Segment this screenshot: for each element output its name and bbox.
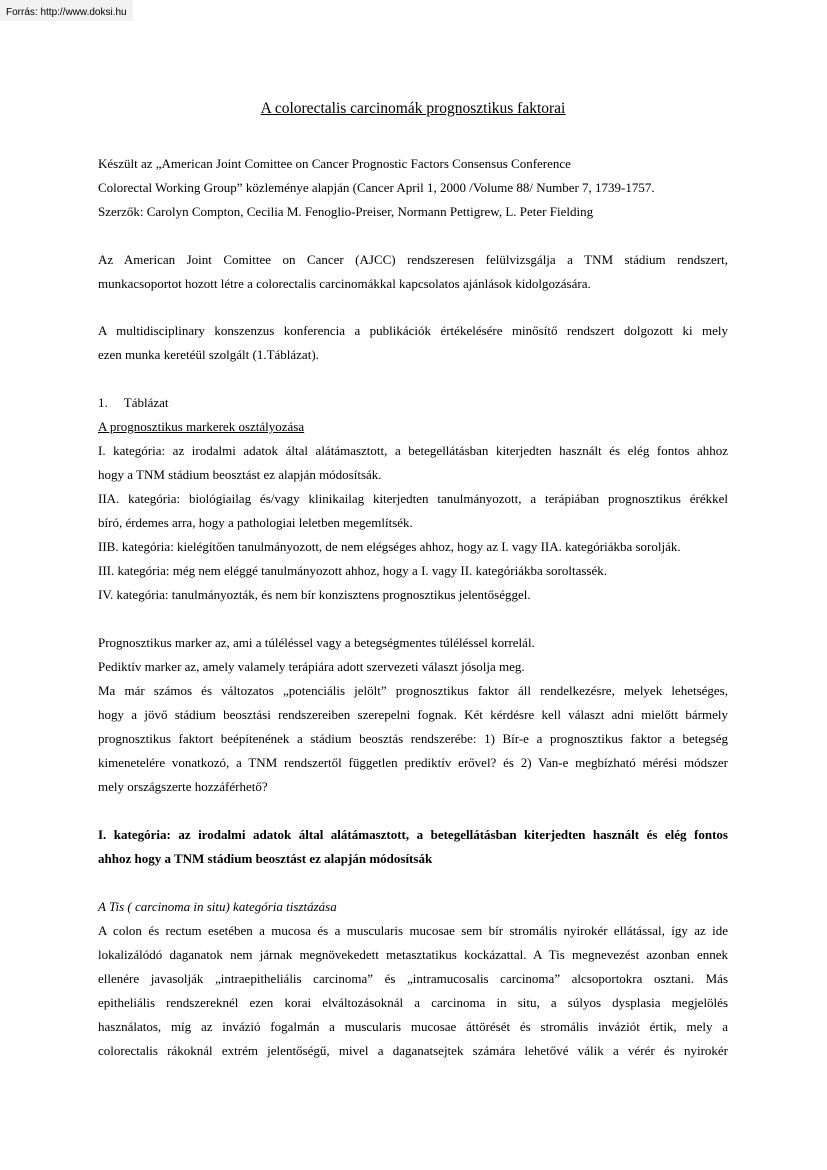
section-1-heading bbox=[98, 823, 728, 871]
intro-line: Készült az „American Joint Comittee on Cancer Prognostic Factors Consensus Conference bbox=[98, 156, 571, 171]
table-1 bbox=[98, 391, 728, 607]
multidisciplinary-paragraph bbox=[98, 319, 728, 367]
paragraph-line: munkacsoportot hozott létre a colorectalis carcinomákkal kapcsolatos ajánlások kidolgozására. bbox=[98, 276, 591, 291]
category-2a: bíró, érdemes arra, hogy a pathologiai leletben megemlítsék. bbox=[98, 515, 413, 530]
category-4: IV. kategória: tanulmányozták, és nem bír konzisztens prognosztikus jelentőséggel. bbox=[98, 587, 531, 602]
paragraph-line: kimenetelére vonatkozó, a TNM rendszertől független prediktív erővel? és 2) Van-e megbízható mérési módszer bbox=[98, 755, 728, 770]
paragraph-line: mely országszerte hozzáférhető? bbox=[98, 779, 268, 794]
tis-subheading: A Tis ( carcinoma in situ) kategória tisztázása bbox=[98, 899, 337, 914]
table-subtitle: A prognosztikus markerek osztályozása bbox=[98, 419, 305, 434]
tis-section bbox=[98, 895, 728, 1063]
category-1: I. kategória: az irodalmi adatok által alátámasztott, a betegellátásban kiterjedten használt és elég fontos ahhoz bbox=[98, 443, 728, 458]
paragraph-line: prognosztikus faktort beépítenének a stádium beosztás rendszerébe: 1) Bír-e a prognosztikus faktor a betegség bbox=[98, 731, 728, 746]
source-label: Forrás: http://www.doksi.hu bbox=[0, 0, 133, 21]
paragraph-line: A colon és rectum esetében a mucosa és a muscularis mucosae sem bír stromális nyirokér ellátással, így az ide bbox=[98, 923, 728, 938]
markers-section bbox=[98, 631, 728, 799]
paragraph-line: használatos, míg az invázió fogalmán a muscularis mucosae áttörését és stromális inváziót értik, mely a bbox=[98, 1019, 728, 1034]
table-label: Táblázat bbox=[123, 395, 169, 410]
paragraph-line: ellenére javasolják „intraepitheliális carcinoma” és „intramucosalis carcinoma” alcsoportokra osztani. Más bbox=[98, 971, 728, 986]
category-3: III. kategória: még nem eléggé tanulmányozott ahhoz, hogy a I. vagy II. kategóriákba soroltassék. bbox=[98, 563, 607, 578]
category-2b: IIB. kategória: kielégítően tanulmányozott, de nem elégséges ahhoz, hogy az I. vagy IIA. kategóriákba sorolják. bbox=[98, 539, 681, 554]
paragraph-line: Az American Joint Comittee on Cancer (AJCC) rendszeresen felülvizsgálja a TNM stádium rendszert, bbox=[98, 252, 728, 267]
paragraph-line: Ma már számos és változatos „potenciális jelölt” prognosztikus faktor áll rendelkezésre, melyek lehetséges, bbox=[98, 683, 728, 698]
paragraph-line: hogy a jövő stádium beosztási rendszereiben szerepelni fognak. Két kérdésre kell választ adni mielőtt bármely bbox=[98, 707, 728, 722]
paragraph-line: ezen munka keretéül szolgált (1.Táblázat). bbox=[98, 347, 319, 362]
category-1: hogy a TNM stádium beosztást ez alapján módosítsák. bbox=[98, 467, 382, 482]
authors-line: Szerzők: Carolyn Compton, Cecilia M. Fenoglio-Preiser, Normann Pettigrew, L. Peter Fielding bbox=[98, 204, 594, 219]
intro-line: Colorectal Working Group” közleménye alapján (Cancer April 1, 2000 /Volume 88/ Number 7, 1739-1757. bbox=[98, 180, 655, 195]
intro-block bbox=[98, 152, 728, 224]
heading-line: ahhoz hogy a TNM stádium beosztást ez alapján módosítsák bbox=[98, 851, 433, 866]
paragraph-line: A multidisciplinary konszenzus konferencia a publikációk értékelésére minősítő rendszert dolgozott ki mely bbox=[98, 323, 728, 338]
category-2a: IIA. kategória: biológiailag és/vagy klinikailag kiterjedten tanulmányozott, a terápiában prognosztikus érékkel bbox=[98, 491, 728, 506]
table-number: 1. bbox=[98, 395, 108, 410]
table-heading bbox=[98, 391, 728, 415]
document-title: A colorectalis carcinomák prognosztikus faktorai bbox=[260, 100, 566, 117]
paragraph-line: colorectalis rákoknál extrém jelentőségű, mivel a daganatsejtek számára lehetővé válik a vérér és nyirokér bbox=[98, 1043, 728, 1058]
ajcc-paragraph bbox=[98, 248, 728, 296]
paragraph-line: lokalizálódó daganatok nem járnak megnövekedett metasztatikus kockázattal. A Tis megnevezést azonban ennek bbox=[98, 947, 728, 962]
predictive-marker-definition: Pediktív marker az, amely valamely terápiára adott szervezeti választ jósolja meg. bbox=[98, 659, 525, 674]
paragraph-line: epitheliális rendszereknél ezen korai elváltozásoknál a carcinoma in situ, a súlyos dysplasia megjelölés bbox=[98, 995, 728, 1010]
heading-line: I. kategória: az irodalmi adatok által alátámasztott, a betegellátásban kiterjedten használt és elég fontos bbox=[98, 827, 728, 842]
prognostic-marker-definition: Prognosztikus marker az, ami a túléléssel vagy a betegségmentes túléléssel korrelál. bbox=[98, 635, 535, 650]
